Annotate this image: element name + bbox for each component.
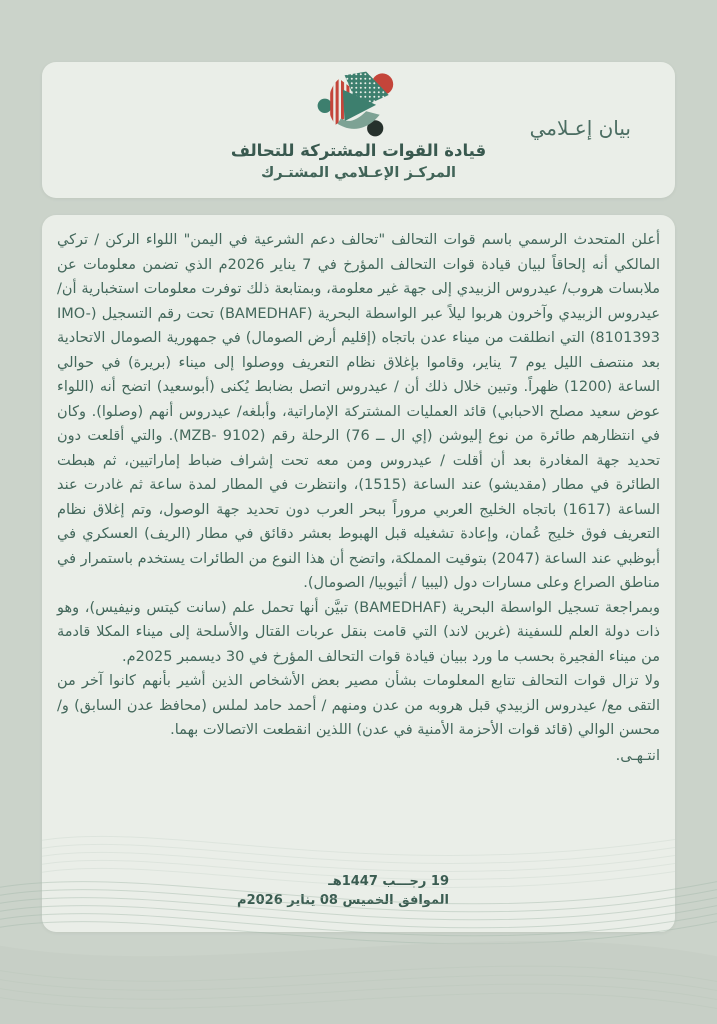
statement-paragraph-2: وبمراجعة تسجيل الواسطة البحرية (BAMEDHAF) تبيَّن أنها تحمل علم (سانت كيتس ونيفيس)، وهو ذات دولة العلم للسفينة (غرين لاند) التي قامت بنقل عربات القتال والأسلحة إلى ميناء المكلا قادمة من ميناء الفجيرة بحسب ما ورد ببيان قيادة قوات التحالف المؤرخ في 30 ديسمبر 2025م. bbox=[57, 599, 660, 665]
header-card bbox=[42, 62, 675, 198]
org-subtitle: المركـز الإعـلامي المشتـرك bbox=[260, 165, 457, 181]
statement-text bbox=[57, 228, 660, 743]
date-gregorian: الموافق الخميس 08 يناير 2026م bbox=[237, 893, 449, 908]
statement-body-card bbox=[42, 215, 675, 932]
statement-type-title: بيان إعـلامي bbox=[529, 116, 631, 140]
closing-line: انتـهـى. bbox=[615, 747, 660, 764]
coalition-logo-icon bbox=[313, 68, 405, 140]
logo-block bbox=[42, 68, 675, 181]
date-block bbox=[237, 872, 449, 910]
statement-paragraph-1: أعلن المتحدث الرسمي باسم قوات التحالف "تحالف دعم الشرعية في اليمن" اللواء الركن / تركي المالكي أنه إلحاقاً لبيان قيادة قوات التحالف المؤرخ في 7 يناير 2026م الذي تضمن معلومات عن ملابسات هروب/ عيدروس الزبيدي إلى جهة غير معلومة، وبمتابعة ذلك توفرت معلومات استخبارية أن/ عيدروس الزبيدي وآخرون هربوا ليلاً عبر الواسطة البحرية (BAMEDHAF) تحت رقم التسجيل (IMO- 8101393) التي انطلقت من ميناء عدن باتجاه (إقليم أرض الصومال) في جمهورية الصومال الاتحادية بعد منتصف الليل يوم 7 يناير، وقاموا بإغلاق نظام التعريف ووصلوا إلى ميناء (بريرة) في حوالي الساعة (1200) ظهراً. وتبين خلال ذلك أن / عيدروس اتصل بضابط يُكنى (أبوسعيد) اتضح أنه (اللواء عوض سعيد مصلح الاحبابي) قائد العمليات المشتركة الإماراتية، وأبلغه/ عيدروس أنهم (وصلوا). وكان في انتظارهم طائرة من نوع إليوشن (إي ال ــ 76) الرحلة رقم (MZB- 9102). والتي أقلعت دون تحديد جهة المغادرة بعد أن أقلت / عيدروس ومن معه تحت إشراف ضباط إماراتيين، ثم هبطت الطائرة في مطار (مقديشو) عند الساعة (1515)، وانتظرت في المطار لمدة ساعة ثم غادرت عند الساعة (1617) باتجاه الخليج العربي مروراً ببحر العرب دون تحديد جهة الوصول، وتم إغلاق نظام التعريف فوق خليج عُمان، وإعادة تشغيله قبل الهبوط بعشر دقائق في مطار (الريف) العسكري في أبوظبي عند الساعة (2047) بتوقيت المملكة، واتضح أن هذا النوع من الطائرات يستخدم باستمرار في مناطق الصراع وعلى مسارات دول (ليبيا / أثيوبيا/ الصومال). bbox=[56, 232, 661, 591]
statement-paragraph-3: ولا تزال قوات التحالف تتابع المعلومات بشأن مصير بعض الأشخاص الذين أشير بأنهم كانوا آخر من التقى مع/ عيدروس الزبيدي قبل هروبه من عدن ومنهم / أحمد حامد لملس (محافظ عدن السابق) و/ محسن الوالي (قائد قوات الأحزمة الأمنية في عدن) اللذين انقطعت الاتصالات بهما. bbox=[57, 673, 660, 738]
date-hijri: 19 رجـــب 1447هـ bbox=[328, 874, 449, 889]
org-title: قيادة القوات المشتركة للتحالف bbox=[230, 141, 487, 160]
